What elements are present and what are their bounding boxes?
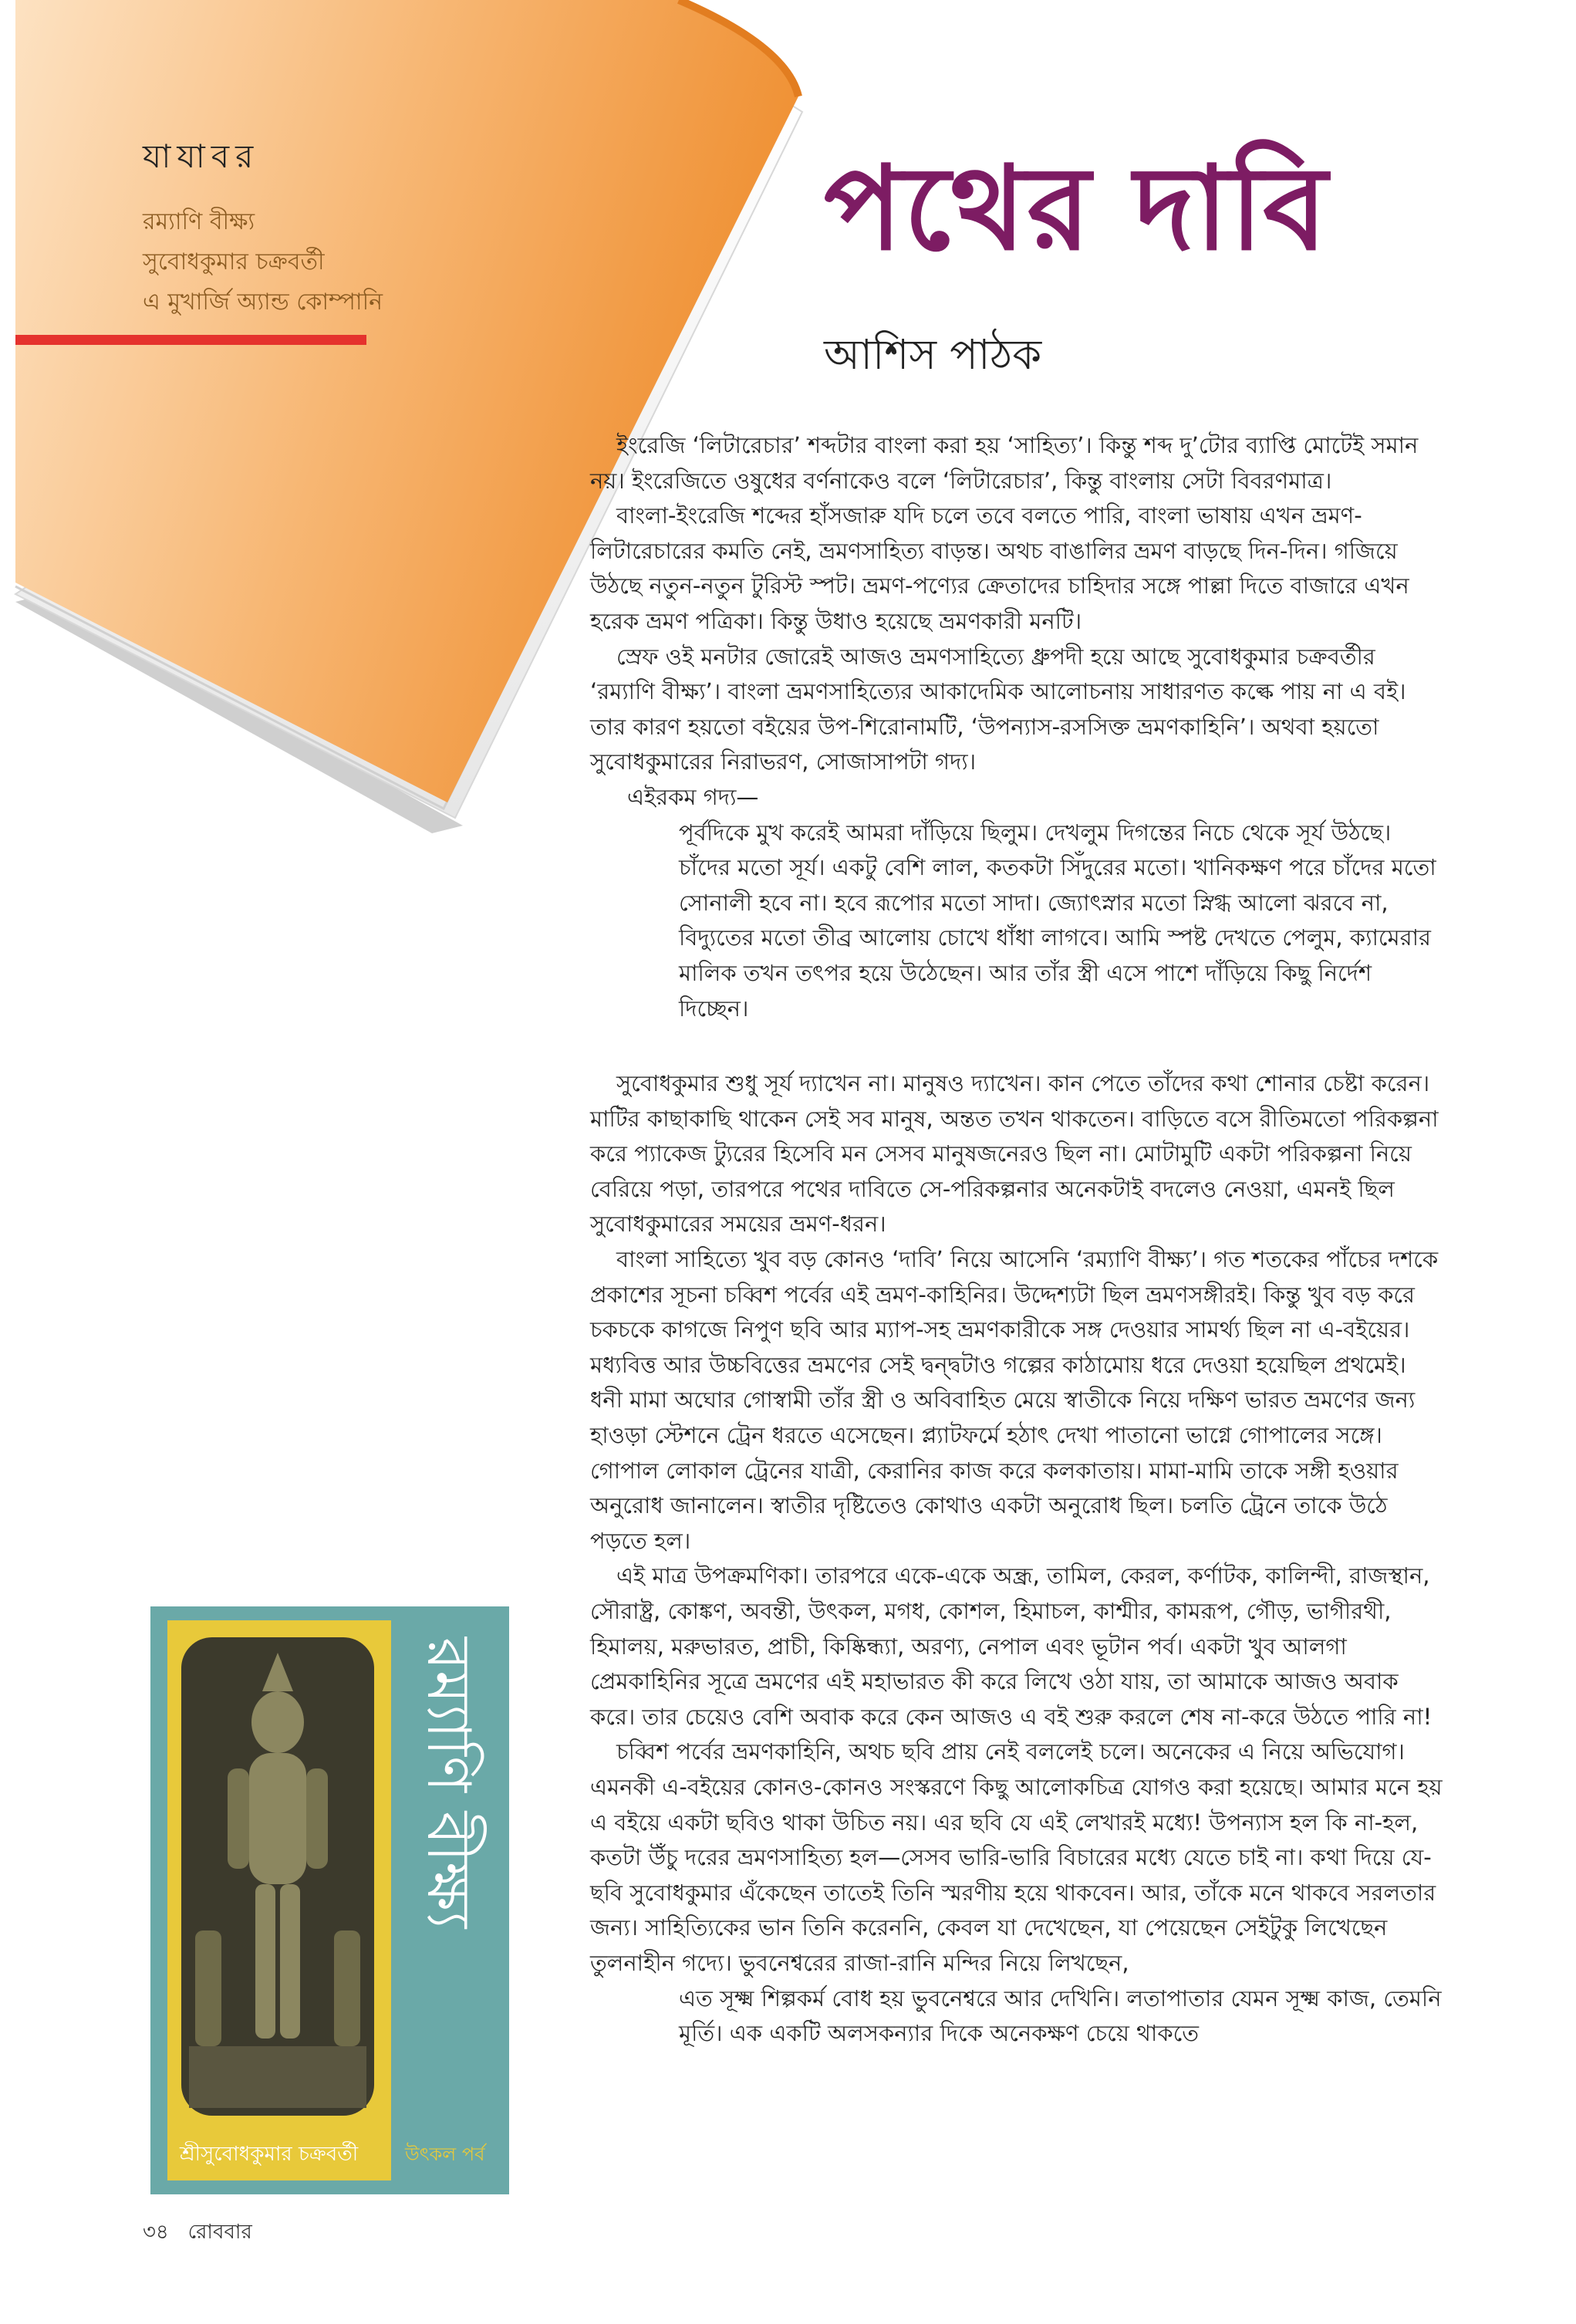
article-author: আশিস পাঠক: [824, 330, 1042, 379]
article-title: পথের দাবি: [824, 140, 1329, 276]
body-paragraph: বাংলা সাহিত্যে খুব বড় কোনও ‘দাবি’ নিয়ে আসেনি ‘রম্যাণি বীক্ষ্য’। গত শতকের পাঁচের দশকে প্রকাশের সূচনা চব্বিশ পর্বের এই ভ্রমণ-কাহিনির। উদ্দেশ্যটা ছিল ভ্রমণসঙ্গীরই। কিন্তু খুব বড় করে চকচকে কাগজে নিপুণ ছবি আর ম্যাপ-সহ ভ্রমণকারীকে সঙ্গ দেওয়ার সামর্থ্য ছিল না এ-বইয়ের। মধ্যবিত্ত আর উচ্চবিত্তের ভ্রমণের সেই দ্বন্দ্বটাও গল্পের কাঠামোয় ধরে দেওয়া হয়েছিল প্রথমেই। ধনী মামা অঘোর গোস্বামী তাঁর স্ত্রী ও অবিবাহিত মেয়ে স্বাতীকে নিয়ে দক্ষিণ ভারত ভ্রমণের জন্য হাওড়া স্টেশনে ট্রেন ধরতে এসেছেন। প্ল্যাটফর্মে হঠাৎ দেখা পাতানো ভাগ্নে গোপালের সঙ্গে। গোপাল লোকাল ট্রেনের যাত্রী, কেরানির কাজ করে কলকাতায়। মামা-মামি তাকে সঙ্গী হওয়ার অনুরোধ জানালেন। স্বাতীর দৃষ্টিতেও কোথাও একটা অনুরোধ ছিল। চলতি ট্রেনে তাকে উঠে পড়তে হল।: [590, 1246, 1439, 1554]
reviewed-book-publisher: এ মুখার্জি অ্যান্ড কোম্পানি: [143, 289, 383, 316]
quote-label: এইরকম গদ্য—: [627, 783, 759, 810]
body-paragraph: এই মাত্র উপক্রমণিকা। তারপরে একে-একে অন্ধ্র, তামিল, কেরল, কর্ণাটক, কালিন্দী, রাজস্থান, সৌরাষ্ট্র, কোঙ্কণ, অবন্তী, উৎকল, মগধ, কোশল, হিমাচল, কাশ্মীর, কামরূপ, গৌড়, ভাগীরথী, হিমালয়, মরুভারত, প্রাচী, কিষ্কিন্ধ্যা, অরণ্য, নেপাল এবং ভূটান পর্ব। একটা খুব আলগা প্রেমকাহিনির সূত্রে ভ্রমণের এই মহাভারত কী করে লিখে ওঠা যায়, তা আমাকে আজও অবাক করে। তার চেয়েও বেশি অবাক করে কেন আজও এ বই শুরু করলে শেষ না-করে উঠতে পারি না!: [590, 1562, 1433, 1730]
book-cover-image: [150, 1606, 509, 2194]
intro-paragraph: স্রেফ ওই মনটার জোরেই আজও ভ্রমণসাহিত্যে ধ্রুপদী হয়ে আছে সুবোধকুমার চক্রবর্তীর ‘রম্যাণি বীক্ষ্য’। বাংলা ভ্রমণসাহিত্যের আকাদেমিক আলোচনায় সাধারণত কল্কে পায় না এ বই। তার কারণ হয়তো বইয়ের উপ-শিরোনামটি, ‘উপন্যাস-রসসিক্ত ভ্রমণকাহিনি’। অথবা হয়তো সুবোধকুমারের নিরাভরণ, সোজাসাপটা গদ্য।: [590, 643, 1406, 775]
block-quote: এত সূক্ষ্ম শিল্পকর্ম বোধ হয় ভুবনেশ্বরে আর দেখিনি। লতাপাতার যেমন সূক্ষ্ম কাজ, তেমনি মূর্তি। এক একটি অলসকন্যার দিকে অনেকক্ষণ চেয়ে থাকতে: [679, 1985, 1442, 2047]
magazine-name: রোববার: [187, 2221, 252, 2244]
block-quote: পূর্বদিকে মুখ করেই আমরা দাঁড়িয়ে ছিলুম। দেখলুম দিগন্তের নিচে থেকে সূর্য উঠছে। চাঁদের মতো সূর্য। একটু বেশি লাল, কতকটা সিঁদুরের মতো। খানিকক্ষণ পরে চাঁদের মতো সোনালী হবে না। হবে রূপোর মতো সাদা। জ্যোৎস্নার মতো স্নিগ্ধ আলো ঝরবে না, বিদ্যুতের মতো তীব্র আলোয় চোখে ধাঁধা লাগবে। আমি স্পষ্ট দেখতে পেলুম, ক্যামেরার মালিক তখন তৎপর হয়ে উঠেছেন। আর তাঁর স্ত্রী এসে পাশে দাঁড়িয়ে কিছু নির্দেশ দিচ্ছেন।: [679, 819, 1436, 1022]
cover-author: শ্রীসুবোধকুমার চক্রবর্তী: [180, 2143, 359, 2166]
body-paragraph: চব্বিশ পর্বের ভ্রমণকাহিনি, অথচ ছবি প্রায় নেই বললেই চলে। অনেকের এ নিয়ে অভিযোগ। এমনকী এ-বইয়ের কোনও-কোনও সংস্করণে কিছু আলোকচিত্র যোগও করা হয়েছে। আমার মনে হয় এ বইয়ে একটা ছবিও থাকা উচিত নয়। এর ছবি যে এই লেখারই মধ্যে! উপন্যাস হল কি না-হল, কতটা উঁচু দরের ভ্রমণসাহিত্য হল—সেসব ভারি-ভারি বিচারের মধ্যে যেতে চাই না। কথা দিয়ে যে-ছবি সুবোধকুমার এঁকেছেন তাতেই তিনি স্মরণীয় হয়ে থাকবেন। আর, তাঁকে মনে থাকবে সরলতার জন্য। সাহিত্যিকের ভান তিনি করেননি, কেবল যা দেখেছেন, যা পেয়েছেন সেইটুকু লিখেছেন তুলনাহীন গদ্যে। ভুবনেশ্বরের রাজা-রানি মন্দির নিয়ে লিখছেন,: [590, 1738, 1443, 1976]
intro-paragraph: বাংলা-ইংরেজি শব্দের হাঁসজারু যদি চলে তবে বলতে পারি, বাংলা ভাষায় এখন ভ্রমণ-লিটারেচারের কমতি নেই, ভ্রমণসাহিত্য বাড়ন্ত। অথচ বাঙালির ভ্রমণ বাড়ছে দিন-দিন। গজিয়ে উঠছে নতুন-নতুন টুরিস্ট স্পট। ভ্রমণ-পণ্যের ক্রেতাদের চাহিদার সঙ্গে পাল্লা দিতে বাজারে এখন হরেক ভ্রমণ পত্রিকা। কিন্তু উধাও হয়েছে ভ্রমণকারী মনটি।: [590, 502, 1409, 634]
accent-bar: [15, 335, 366, 345]
reviewed-book-title: রম্যাণি বীক্ষ্য: [143, 208, 255, 235]
cover-title: রম্যাণি বীক্ষ্য: [413, 1637, 483, 1929]
book-details: [143, 202, 383, 323]
intro-paragraph: ইংরেজি ‘লিটারেচার’ শব্দটার বাংলা করা হয় ‘সাহিত্য’। কিন্তু শব্দ দু’টোর ব্যাপ্তি মোটেই সমান নয়। ইংরেজিতে ওষুধের বর্ণনাকেও বলে ‘লিটারেচার’, কিন্তু বাংলায় সেটা বিবরণমাত্র।: [590, 432, 1419, 494]
series-label: যাযাবর: [143, 137, 260, 175]
cover-volume: উৎকল পর্ব: [405, 2143, 485, 2165]
spacer: [590, 1026, 1443, 1066]
article-body: [590, 428, 1443, 2052]
reviewed-book-author: সুবোধকুমার চক্রবর্তী: [143, 248, 325, 275]
page-number: ৩৪: [143, 2221, 169, 2244]
body-paragraph: সুবোধকুমার শুধু সূর্য দ্যাখেন না। মানুষও দ্যাখেন। কান পেতে তাঁদের কথা শোনার চেষ্টা করেন। মাটির কাছাকাছি থাকেন সেই সব মানুষ, অন্তত তখন থাকতেন। বাড়িতে বসে রীতিমতো পরিকল্পনা করে প্যাকেজ ট্যুরের হিসেবি মন সেসব মানুষজনেরও ছিল না। মোটামুটি একটা পরিকল্পনা নিয়ে বেরিয়ে পড়া, তারপরে পথের দাবিতে সে-পরিকল্পনার অনেকটাই বদলেও নেওয়া, এমনই ছিল সুবোধকুমারের সময়ের ভ্রমণ-ধরন।: [590, 1070, 1439, 1238]
page-footer: [143, 2216, 252, 2250]
